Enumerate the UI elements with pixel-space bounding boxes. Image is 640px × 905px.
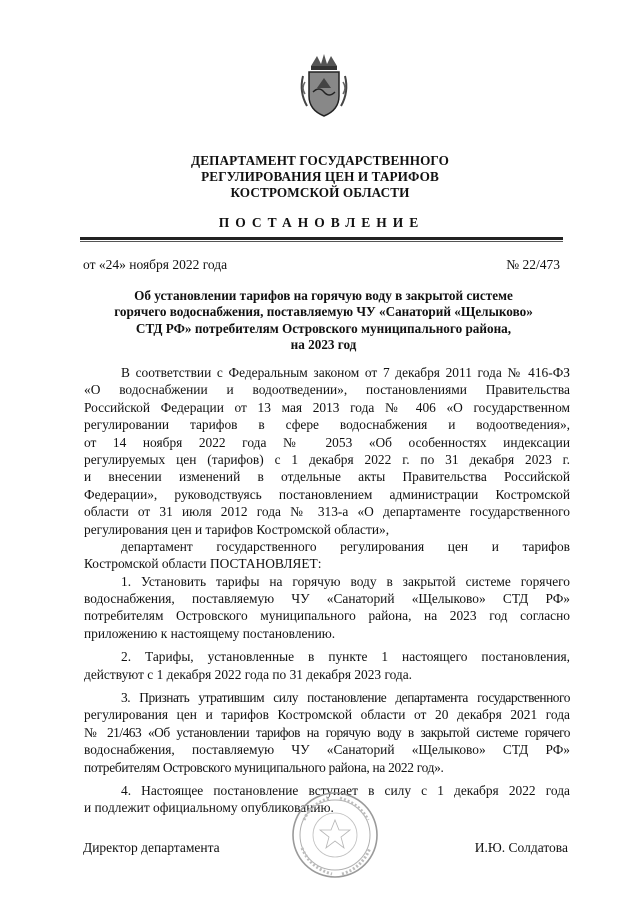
header-rule-thin [80,241,563,242]
body-line: В соответствии с Федеральным законом от 7 декабря 2011 года № 416-ФЗ [121,365,570,380]
document-type-block [80,215,563,242]
body-line: от 14 ноября 2022 года № 2053 «Об особенностях индексации [84,434,570,450]
body-line: Российской Федерации от 13 мая 2013 года № 406 «О государственном [84,399,570,415]
department-line: РЕГУЛИРОВАНИЯ ЦЕН И ТАРИФОВ [201,169,439,184]
body-line: регулирования цен и тарифов Костромской области», [84,521,390,537]
title-line: СТД РФ» потребителям Островского муниципального района, [135,320,512,336]
official-seal-icon [290,790,380,880]
body-line: и внесении изменений в отдельные акты Правительства Российской [84,469,570,485]
body-line: регулируемых цен (тарифов) с 1 декабря 2022 г. по 31 декабря 2023 г. [84,451,570,467]
signatory-name: И.Ю. Солдатова [474,840,568,855]
body-line: водоснабжения, поставляемую ЧУ «Санаторий «Щелыково» СТД РФ» [84,591,570,607]
document-number: № 22/473 [506,257,560,272]
body-line: и подлежит официальному опубликованию. [84,800,334,816]
header-rule [80,237,563,240]
document-date: от «24» ноября 2022 года [83,257,228,272]
body-line: 3. Признать утратившим силу постановление департамента государственного [121,690,570,706]
body-line: «О водоснабжении и водоотведении», постановлениями Правительства [84,382,570,398]
department-line: КОСТРОМСКОЙ ОБЛАСТИ [230,185,410,200]
title-line: на 2023 год [290,337,357,353]
body-line: потребителям Островского муниципального района, на 2023 год согласно [84,608,570,624]
body-line: 4. Настоящее постановление вступает в силу с 1 декабря 2022 года [121,782,570,798]
body-line: регулировании тарифов в сфере водоснабжения и водоотведения», [84,417,570,433]
title-line: Об установлении тарифов на горячую воду в закрытой системе [134,288,513,303]
body-line: 2. Тарифы, установленные в пункте 1 настоящего постановления, [121,649,570,665]
body-line: области от 31 июля 2012 года № 313-а «О департаменте государственного [84,504,570,520]
body-line: Костромской области ПОСТАНОВЛЯЕТ: [84,556,322,572]
department-line: ДЕПАРТАМЕНТ ГОСУДАРСТВЕННОГО [191,153,449,168]
document-body [84,364,570,817]
document-type: ПОСТАНОВЛЕНИЕ [218,215,425,230]
department-name [120,153,520,201]
document-title [84,288,563,354]
body-line: действуют с 1 декабря 2022 года по 31 декабря 2023 года. [84,666,413,682]
signatory-position: Директор департамента [83,840,220,855]
kostroma-coat-of-arms-icon [297,52,351,122]
title-line: горячего водоснабжения, поставляемую ЧУ «Санаторий «Щелыково» [114,304,533,320]
body-line: приложению к настоящему постановлению. [84,625,336,641]
body-line: департамент государственного регулирования цен и тарифов [121,538,570,554]
body-line: водоснабжения, поставляемую ЧУ «Санаторий «Щелыково» СТД РФ» [84,742,570,758]
body-line: регулирования цен и тарифов Костромской области от 20 декабря 2021 года [84,707,570,723]
body-line: № 21/463 «Об установлении тарифов на горячую воду в закрытой системе горячего [84,724,570,740]
body-line: потребителям Островского муниципального района, на 2022 год». [84,759,444,775]
body-line: Федерации», руководствуясь постановлением администрации Костромской [84,486,570,502]
body-line: 1. Установить тарифы на горячую воду в закрытой системе горячего [121,573,570,589]
